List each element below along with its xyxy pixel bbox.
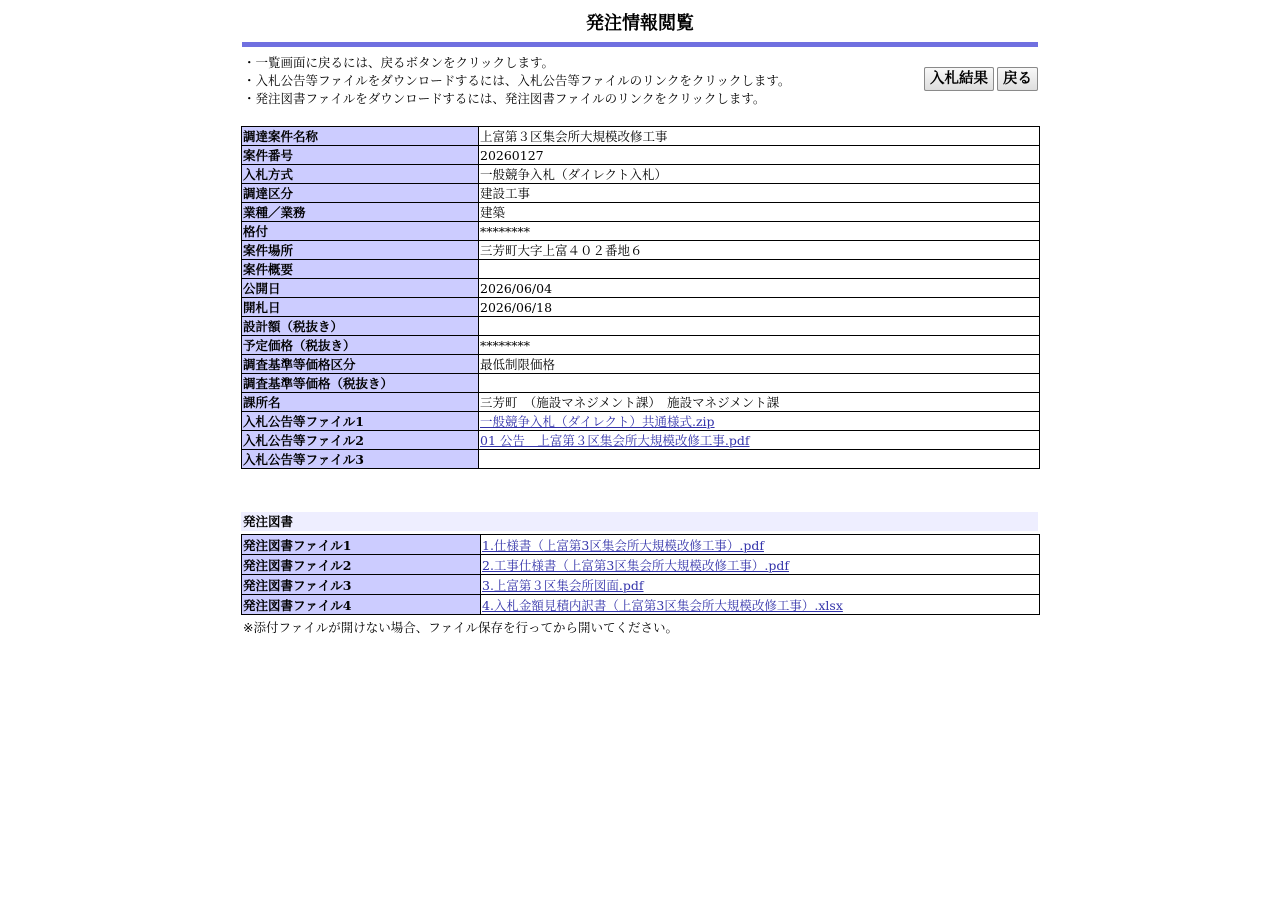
row-label: 業種／業務 xyxy=(242,203,479,222)
page-container xyxy=(241,0,1039,635)
row-value xyxy=(481,575,1040,595)
row-label: 入札方式 xyxy=(242,165,479,184)
table-row xyxy=(242,127,1040,146)
table-row xyxy=(242,279,1040,298)
table-row xyxy=(242,165,1040,184)
row-label: 調査基準等価格（税抜き） xyxy=(242,374,479,393)
row-value: 2026/06/18 xyxy=(479,298,1040,317)
drawings-table xyxy=(241,534,1040,615)
row-label: 案件場所 xyxy=(242,241,479,260)
table-row xyxy=(242,146,1040,165)
notice-file-link-1[interactable]: 一般競争入札（ダイレクト）共通様式.zip xyxy=(480,414,715,429)
row-value xyxy=(479,431,1040,450)
table-row xyxy=(242,595,1040,615)
row-value: 2026/06/04 xyxy=(479,279,1040,298)
row-label: 予定価格（税抜き） xyxy=(242,336,479,355)
row-value: 上富第３区集会所大規模改修工事 xyxy=(479,127,1040,146)
table-row xyxy=(242,450,1040,469)
table-row xyxy=(242,222,1040,241)
action-buttons xyxy=(924,67,1038,91)
row-value xyxy=(479,412,1040,431)
table-row xyxy=(242,298,1040,317)
row-value xyxy=(481,555,1040,575)
row-value: 最低制限価格 xyxy=(479,355,1040,374)
instruction-list xyxy=(243,54,790,108)
drawing-file-link-4[interactable]: 4.入札金額見積内訳書（上富第3区集会所大規模改修工事）.xlsx xyxy=(482,597,843,613)
drawing-file-link-3[interactable]: 3.上富第３区集会所図面.pdf xyxy=(482,577,644,593)
drawing-file-link-2[interactable]: 2.工事仕様書（上富第3区集会所大規模改修工事）.pdf xyxy=(482,557,789,573)
row-value: 20260127 xyxy=(479,146,1040,165)
bid-result-button[interactable]: 入札結果 xyxy=(924,67,994,91)
row-value: 建築 xyxy=(479,203,1040,222)
row-label: 発注図書ファイル3 xyxy=(242,575,481,595)
notice-file-link-2[interactable]: 01 公告 上富第３区集会所大規模改修工事.pdf xyxy=(480,433,750,448)
row-value xyxy=(479,260,1040,279)
table-row xyxy=(242,203,1040,222)
row-label: 調達区分 xyxy=(242,184,479,203)
row-value: ******** xyxy=(479,336,1040,355)
row-label: 発注図書ファイル2 xyxy=(242,555,481,575)
table-row xyxy=(242,555,1040,575)
instruction-bar xyxy=(241,47,1039,125)
table-row xyxy=(242,535,1040,555)
row-value xyxy=(481,535,1040,555)
row-value: 三芳町 （施設マネジメント課） 施設マネジメント課 xyxy=(479,393,1040,412)
row-label: 開札日 xyxy=(242,298,479,317)
row-value xyxy=(479,450,1040,469)
row-value: 三芳町大字上富４０２番地６ xyxy=(479,241,1040,260)
row-value xyxy=(479,374,1040,393)
row-label: 調査基準等価格区分 xyxy=(242,355,479,374)
row-label: 公開日 xyxy=(242,279,479,298)
table-row xyxy=(242,184,1040,203)
row-label: 入札公告等ファイル2 xyxy=(242,431,479,450)
instruction-line: ・入札公告等ファイルをダウンロードするには、入札公告等ファイルのリンクをクリックします。 xyxy=(243,73,791,88)
row-value: ******** xyxy=(479,222,1040,241)
row-label: 調達案件名称 xyxy=(242,127,479,146)
drawing-file-link-1[interactable]: 1.仕様書（上富第3区集会所大規模改修工事）.pdf xyxy=(482,537,764,553)
instruction-line: ・発注図書ファイルをダウンロードするには、発注図書ファイルのリンクをクリックします。 xyxy=(243,91,766,106)
table-row xyxy=(242,241,1040,260)
row-label: 発注図書ファイル1 xyxy=(242,535,481,555)
row-label: 格付 xyxy=(242,222,479,241)
row-label: 案件番号 xyxy=(242,146,479,165)
back-button[interactable]: 戻る xyxy=(997,67,1038,91)
row-value xyxy=(479,317,1040,336)
table-row xyxy=(242,393,1040,412)
instruction-line: ・一覧画面に戻るには、戻るボタンをクリックします。 xyxy=(243,55,555,70)
table-row xyxy=(242,260,1040,279)
table-row xyxy=(242,431,1040,450)
table-row xyxy=(242,355,1040,374)
table-row xyxy=(242,374,1040,393)
row-label: 設計額（税抜き） xyxy=(242,317,479,336)
drawings-section-title: 発注図書 xyxy=(241,512,1038,531)
row-label: 課所名 xyxy=(242,393,479,412)
row-value xyxy=(481,595,1040,615)
row-value: 建設工事 xyxy=(479,184,1040,203)
table-row xyxy=(242,317,1040,336)
detail-table xyxy=(241,126,1040,469)
row-value: 一般競争入札（ダイレクト入札） xyxy=(479,165,1040,184)
page-title: 発注情報閲覧 xyxy=(586,13,694,34)
table-row xyxy=(242,336,1040,355)
footer-note: ※添付ファイルが開けない場合、ファイル保存を行ってから開いてください。 xyxy=(243,620,678,635)
table-row xyxy=(242,575,1040,595)
row-label: 発注図書ファイル4 xyxy=(242,595,481,615)
row-label: 案件概要 xyxy=(242,260,479,279)
row-label: 入札公告等ファイル1 xyxy=(242,412,479,431)
table-row xyxy=(242,412,1040,431)
row-label: 入札公告等ファイル3 xyxy=(242,450,479,469)
